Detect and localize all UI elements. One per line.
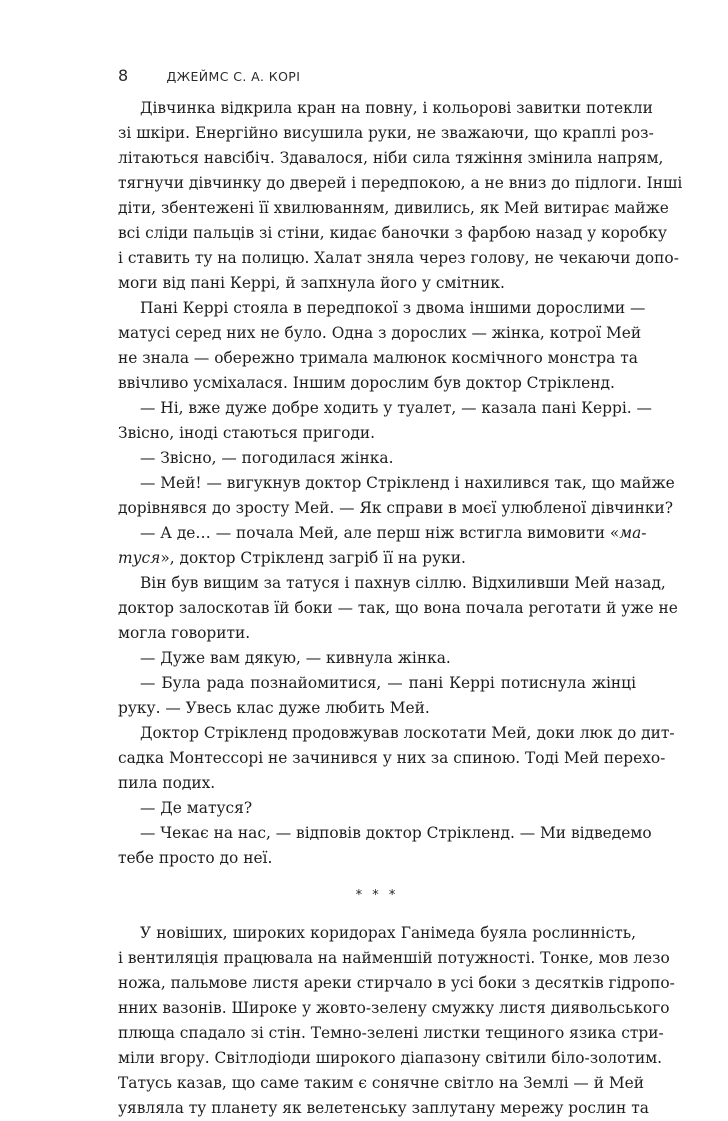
text-line: і ставить ту на полицю. Халат зняла через голову, не чекаючи допо- — [118, 249, 679, 267]
text-line: діти, збентежені її хвилюванням, дивились, як Мей витирає майже — [118, 199, 669, 217]
running-head — [118, 67, 300, 86]
text-line: садка Монтессорі не зачинився у них за спиною. Тоді Мей перехо- — [118, 749, 666, 767]
text-line: плюща спадало зі стін. Темно-зелені листки тещиного язика стри- — [118, 1024, 664, 1042]
text-line: зі шкіри. Енергійно висушила руки, не зважаючи, що краплі роз- — [118, 124, 654, 142]
text-line: тягнучи дівчинку до дверей і передпокою, а не вниз до підлоги. Інші — [118, 174, 683, 192]
text-line: У новіших, широких коридорах Ганімеда буяла рослинність, — [140, 924, 636, 942]
text-line: — Ні, вже дуже добре ходить у туалет, — казала пані Керрі. — — [140, 399, 652, 417]
text-line: руку. — Увесь клас дуже любить Мей. — [118, 699, 430, 717]
text-line: не знала — обережно тримала малюнок космічного монстра та — [118, 349, 638, 367]
text-line: і вентиляція працювала на найменшій потужності. Тонке, мов лезо — [118, 949, 670, 967]
text-block — [118, 96, 683, 1121]
text-line: туся», доктор Стрікленд загріб її на руки. — [118, 549, 466, 567]
text-line: — Де матуся? — [140, 799, 253, 817]
text-line: — Дуже вам дякую, — кивнула жінка. — [140, 649, 451, 667]
text-line: — Була рада познайомитися, — пані Керрі потиснула жінці — [140, 674, 636, 692]
text-line: нних вазонів. Широке у жовто-зелену смужку листя диявольського — [118, 999, 670, 1017]
text-line: — Звісно, — погодилася жінка. — [140, 449, 394, 467]
text-line: моги від пані Керрі, й запхнула його у смітник. — [118, 274, 505, 292]
text-line: Пані Керрі стояла в передпокої з двома іншими дорослими — — [140, 299, 646, 317]
text-line: ножа, пальмове листя ареки стирчало в усі боки з десятків гідропо- — [118, 974, 675, 992]
text-line: тебе просто до неї. — [118, 849, 273, 867]
page-number: 8 — [118, 66, 129, 85]
text-line: — А де… — почала Мей, але перш ніж встигла вимовити «ма- — [140, 524, 647, 542]
text-line: могла говорити. — [118, 624, 251, 642]
text-line: пила подих. — [118, 774, 216, 792]
text-line: уявляла ту планету як велетенську заплутану мережу рослин та — [118, 1099, 649, 1117]
text-line: дорівнявся до зросту Мей. — Як справи в моєї улюбленої дівчинки? — [118, 499, 673, 517]
text-line: ввічливо усміхалася. Іншим дорослим був доктор Стрікленд. — [118, 374, 615, 392]
book-author: ДЖЕЙМС С. А. КОРІ — [166, 69, 301, 84]
text-line: доктор залоскотав їй боки — так, що вона почала реготати й уже не — [118, 599, 678, 617]
text-line: матусі серед них не було. Одна з дорослих — жінка, котрої Мей — [118, 324, 642, 342]
text-line: Доктор Стрікленд продовжував лоскотати Мей, доки люк до дит- — [140, 724, 675, 742]
text-line: Звісно, іноді стаються пригоди. — [118, 424, 375, 442]
text-part-before-separator — [118, 96, 683, 871]
section-separator: * * * — [355, 888, 399, 903]
text-line: всі сліди пальців зі стіни, кидає баночки з фарбою назад у коробку — [118, 224, 667, 242]
text-line: — Мей! — вигукнув доктор Стрікленд і нахилився так, що майже — [140, 474, 675, 492]
text-line: Він був вищим за татуся і пахнув сіллю. Відхиливши Мей назад, — [140, 574, 666, 592]
text-line: міли вгору. Світлодіоди широкого діапазону світили біло-золотим. — [118, 1049, 663, 1067]
text-line: літаються навсібіч. Здавалося, ніби сила тяжіння змінила напрям, — [118, 149, 664, 167]
text-line: Дівчинка відкрила кран на повну, і кольорові завитки потекли — [140, 99, 653, 117]
text-part-after-separator — [118, 921, 675, 1121]
text-line: Татусь казав, що саме таким є сонячне світло на Землі — й Мей — [118, 1074, 644, 1092]
text-line: — Чекає на нас, — відповів доктор Стрікленд. — Ми відведемо — [140, 824, 652, 842]
